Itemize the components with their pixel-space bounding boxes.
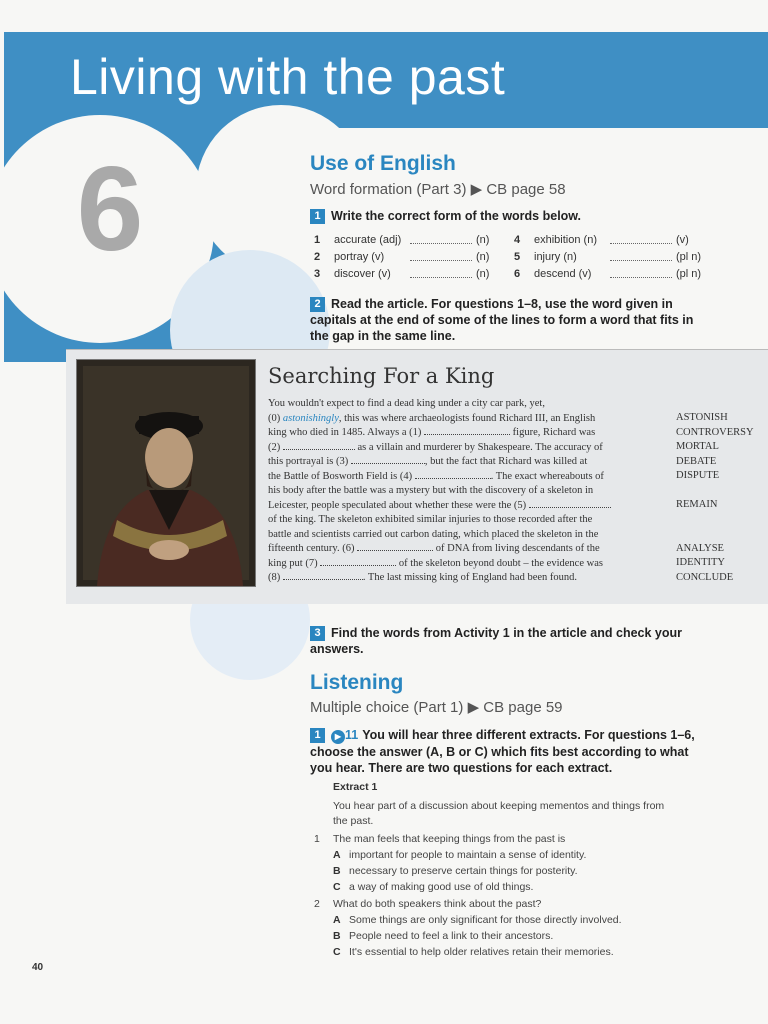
gap-7[interactable] [320, 557, 396, 566]
audio-track-number: 11 [345, 728, 359, 742]
text-segment: this portrayal is (3) [268, 456, 351, 467]
article-line [268, 571, 668, 586]
cb-page-ref: CB page 58 [486, 181, 566, 198]
answer-option[interactable] [333, 946, 614, 958]
option-letter: B [333, 930, 341, 942]
answer-gap[interactable] [410, 234, 472, 244]
text-segment: You wouldn't expect to find a dead king under a city car park, yet, [268, 398, 545, 409]
word-row [314, 265, 714, 282]
activity-1-instruction [310, 208, 710, 224]
article-line [268, 499, 668, 514]
item-word: discover (v) [334, 267, 391, 280]
item-class: (n) [476, 267, 490, 280]
answer-gap[interactable] [610, 268, 672, 278]
activity-2-instruction [310, 296, 710, 344]
text-segment: , this was where archaeologists found Richard III, an English [338, 412, 596, 424]
capital-word: DISPUTE [676, 470, 720, 481]
text-segment: , but the fact that Richard was killed at [424, 456, 588, 467]
gap-5[interactable] [529, 499, 611, 508]
item-word: exhibition (n) [534, 233, 597, 246]
text-segment: of DNA from living descendants of the [433, 543, 600, 554]
gap-6[interactable] [357, 542, 433, 551]
answer-option[interactable] [333, 849, 586, 861]
text-segment: his body after the battle was a mystery but with the discovery of a skeleton in [268, 485, 594, 496]
gap-2[interactable] [283, 441, 355, 450]
text-segment: of the skeleton beyond doubt – the evidence was [396, 557, 603, 569]
audio-play-icon[interactable]: ▶ [331, 730, 345, 744]
text-segment: the Battle of Bosworth Field is (4) [268, 470, 415, 482]
item-word: accurate (adj) [334, 233, 402, 246]
article-line [268, 513, 668, 528]
capital-word [676, 527, 768, 542]
item-class: (n) [476, 233, 490, 246]
cb-page-ref: CB page 59 [483, 699, 563, 716]
unit-title: Living with the past [70, 49, 506, 105]
section-title-listening: Listening [310, 671, 404, 694]
text-segment: . The exact whereabouts of [490, 470, 604, 482]
capital-word: REMAIN [676, 499, 718, 510]
item-number: 2 [314, 250, 321, 263]
option-text: necessary to preserve certain things for posterity. [349, 865, 578, 877]
article-line [268, 412, 668, 427]
activity-3-instruction [310, 625, 710, 657]
article-line [268, 528, 668, 543]
gap-8[interactable] [283, 571, 363, 580]
item-class: (n) [476, 250, 490, 263]
portrait-of-king-image [77, 360, 255, 586]
part-label: Multiple choice (Part 1) [310, 699, 464, 716]
activity-number-badge: 2 [310, 297, 325, 312]
text-segment: king put (7) [268, 557, 321, 569]
option-letter: A [333, 849, 341, 861]
answer-option[interactable] [333, 914, 622, 926]
option-letter: A [333, 914, 341, 926]
word-item [314, 268, 514, 280]
item-number: 1 [314, 233, 321, 246]
answer-option[interactable] [333, 881, 533, 893]
text-segment: (0) [268, 412, 283, 424]
answer-gap[interactable] [410, 268, 472, 278]
answer-option[interactable] [333, 865, 578, 877]
play-arrow-icon: ▶ [470, 181, 483, 198]
item-number: 5 [514, 250, 521, 263]
answer-option[interactable] [333, 930, 553, 942]
option-text: People need to feel a link to their ancestors. [349, 930, 554, 942]
text-segment: fifteenth century. (6) [268, 543, 358, 554]
text-segment: Leicester, people speculated about whether these were the (5) [268, 499, 529, 511]
item-number: 4 [514, 233, 521, 246]
answer-gap[interactable] [410, 251, 472, 261]
text-segment: figure, Richard was [510, 427, 596, 438]
word-row [314, 231, 714, 248]
question-number: 1 [314, 833, 320, 845]
capital-word: CONCLUDE [676, 571, 734, 583]
instruction-text: Write the correct form of the words below. [331, 209, 582, 223]
capitals-word-column [676, 411, 768, 585]
section-subtitle [310, 180, 566, 198]
portrait-image [76, 359, 256, 587]
capital-word: IDENTITY [676, 557, 725, 568]
answer-gap[interactable] [610, 251, 672, 261]
article-line [268, 441, 668, 456]
option-text: important for people to maintain a sense of identity. [349, 849, 587, 861]
listening-activity-1-instruction [310, 727, 710, 776]
word-item [314, 234, 514, 246]
article-line [268, 542, 668, 557]
text-segment: king who died in 1485. Always a (1) [268, 427, 425, 438]
item-number: 3 [314, 267, 321, 280]
capital-word: MORTAL [676, 441, 719, 452]
activity-number-badge: 1 [310, 728, 325, 743]
capital-word: DEBATE [676, 455, 717, 467]
section-title-use-of-english: Use of English [310, 152, 456, 175]
unit-number: 6 [76, 142, 144, 276]
word-item [514, 268, 714, 280]
text-segment: of the king. The skeleton exhibited similar injuries to those recorded after the [268, 514, 593, 525]
capital-word [676, 484, 768, 499]
play-arrow-icon: ▶ [467, 699, 480, 716]
item-word: portray (v) [334, 250, 385, 263]
item-number: 6 [514, 267, 521, 280]
question-text: What do both speakers think about the past? [333, 898, 542, 910]
activity-number-badge: 1 [310, 209, 325, 224]
text-segment: as a villain and murderer by Shakespeare. The accuracy of [354, 441, 603, 453]
page-number: 40 [32, 962, 44, 973]
option-text: a way of making good use of old things. [349, 881, 534, 893]
capital-word: ANALYSE [676, 542, 724, 554]
question-number: 2 [314, 898, 320, 910]
text-segment: . The last missing king of England had been found. [362, 572, 578, 583]
activity-number-badge: 3 [310, 626, 325, 641]
section-subtitle [310, 698, 563, 716]
article-line [268, 484, 668, 499]
question [314, 898, 541, 910]
text-segment: (2) [268, 441, 283, 453]
capital-word: ASTONISH [676, 412, 728, 423]
word-item [314, 251, 514, 263]
gap-3[interactable] [351, 455, 425, 464]
instruction-text: You will hear three different extracts. For questions 1–6, choose the answer (A, B or C) which fits best according to what you hear. There are two questions for each extract. [310, 728, 695, 775]
instruction-text: Read the article. For questions 1–8, use the word given in capitals at the end of some of the lines to form a word that fits in the gap in the same line. [310, 297, 694, 343]
capital-word: CONTROVERSY [676, 426, 754, 438]
item-class: (v) [676, 233, 689, 246]
example-answer: astonishingly [282, 412, 339, 424]
extract-label: Extract 1 [333, 781, 378, 793]
instruction-text: Find the words from Activity 1 in the article and check your answers. [310, 626, 683, 656]
word-item [514, 251, 714, 263]
article-line [268, 557, 668, 572]
text-segment: (8) [268, 572, 283, 583]
word-item [514, 234, 714, 246]
option-letter: B [333, 865, 341, 877]
question-text: The man feels that keeping things from the past is [333, 833, 566, 845]
item-word: descend (v) [534, 267, 592, 280]
extract-description: the past. [333, 815, 374, 827]
item-class: (pl n) [676, 267, 702, 280]
gap-1[interactable] [424, 426, 510, 435]
article-title: Searching For a King [268, 364, 495, 388]
part-label: Word formation (Part 3) [310, 181, 467, 198]
item-word: injury (n) [534, 250, 577, 263]
answer-gap[interactable] [610, 234, 672, 244]
capital-word [676, 513, 768, 528]
article-text [268, 397, 668, 586]
option-letter: C [333, 881, 341, 893]
text-segment: battle and scientists carried out carbon dating, which placed the skeleton in the [268, 528, 599, 540]
article-line [268, 426, 668, 441]
gap-4[interactable] [415, 470, 491, 479]
option-text: Some things are only significant for those directly involved. [349, 914, 622, 926]
article-line [268, 470, 668, 485]
option-letter: C [333, 946, 341, 958]
question [314, 833, 565, 845]
article-line [268, 397, 668, 412]
article-line [268, 455, 668, 470]
word-formation-list [314, 231, 714, 282]
extract-description: You hear part of a discussion about keeping mementos and things from [333, 800, 665, 812]
word-row [314, 248, 714, 265]
option-text: It's essential to help older relatives retain their memories. [349, 946, 614, 958]
item-class: (pl n) [676, 250, 702, 263]
